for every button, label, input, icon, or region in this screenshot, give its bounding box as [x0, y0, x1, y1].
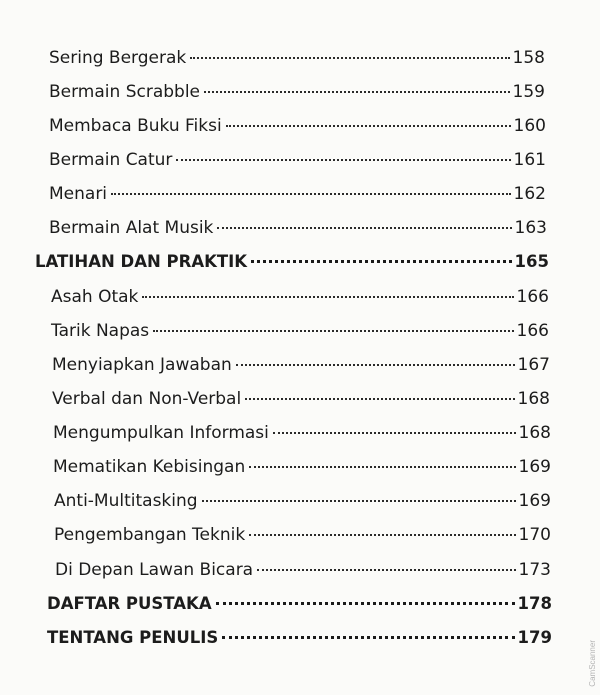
toc-entry-title: Anti-Multitasking [54, 491, 198, 511]
dot-leader [222, 636, 514, 639]
toc-entry-title: Tarik Napas [51, 321, 150, 341]
toc-entry-title: Di Depan Lawan Bicara [55, 560, 254, 580]
toc-entry-page: 167 [517, 355, 550, 375]
dot-leader [236, 364, 515, 366]
toc-entry-page: 168 [517, 389, 550, 409]
toc-entry-page: 166 [516, 321, 549, 341]
dot-leader [202, 500, 516, 502]
dot-leader [176, 159, 510, 161]
toc-entry-title: Bermain Catur [49, 150, 173, 170]
toc-entry-title: Pengembangan Teknik [54, 525, 246, 545]
toc-entry [49, 82, 545, 112]
dot-leader [190, 57, 509, 59]
toc-entry-page: 179 [517, 628, 552, 647]
toc-entry-page: 166 [516, 287, 549, 307]
scanner-watermark: CamScanner [588, 640, 597, 687]
toc-entry-page: 170 [518, 525, 551, 545]
toc-entry [49, 48, 545, 78]
toc-entry-title: Bermain Scrabble [49, 82, 200, 102]
toc-entry-page: 163 [514, 218, 547, 238]
toc-entry-title: Mengumpulkan Informasi [53, 423, 269, 443]
toc-entry-page: 169 [518, 491, 551, 511]
toc-entry-title: Mematikan Kebisingan [53, 457, 246, 477]
toc-entry [54, 525, 551, 555]
toc-entry-page: 169 [518, 457, 551, 477]
toc-section-heading [35, 252, 549, 282]
toc-entry [49, 116, 546, 146]
dot-leader [142, 296, 513, 298]
toc-entry-page: 162 [513, 184, 546, 204]
toc-entry-title: Verbal dan Non-Verbal [52, 389, 242, 409]
toc-entry-page: 158 [512, 48, 545, 68]
dot-leader [273, 432, 516, 434]
toc-entry [49, 218, 547, 248]
dot-leader [249, 466, 515, 468]
toc-entry-title: Menyiapkan Jawaban [52, 355, 232, 375]
toc-entry-page: 160 [513, 116, 546, 136]
toc-entry [53, 457, 551, 487]
toc-entry [52, 355, 550, 385]
toc-entry [55, 560, 551, 590]
toc-entry-title: TENTANG PENULIS [47, 628, 219, 647]
dot-leader [249, 534, 515, 536]
toc-entry-title: Menari [49, 184, 108, 204]
toc-entry [51, 287, 549, 317]
toc-entry-page: 159 [512, 82, 545, 102]
toc-entry-title: Membaca Buku Fiksi [49, 116, 222, 136]
toc-entry-page: 161 [513, 150, 546, 170]
dot-leader [226, 125, 511, 127]
toc-entry [53, 423, 551, 453]
dot-leader [153, 330, 513, 332]
toc-entry-title: LATIHAN DAN PRAKTIK [35, 252, 248, 271]
toc-entry-page: 168 [518, 423, 551, 443]
toc-entry-title: Sering Bergerak [49, 48, 187, 68]
dot-leader [257, 569, 515, 571]
dot-leader [217, 227, 511, 229]
toc-entry-title: Bermain Alat Musik [49, 218, 214, 238]
toc-section-heading [47, 594, 552, 624]
toc-section-heading [47, 628, 552, 658]
toc-entry-page: 178 [517, 594, 552, 613]
toc-entry [49, 184, 546, 214]
toc-entry-page: 165 [514, 252, 549, 271]
dot-leader [204, 91, 510, 93]
dot-leader [245, 398, 514, 400]
toc-entry [49, 150, 546, 180]
toc-entry-title: DAFTAR PUSTAKA [47, 594, 212, 613]
toc-entry-page: 173 [518, 560, 551, 580]
dot-leader [216, 602, 515, 605]
toc-entry [51, 321, 549, 351]
toc-entry [54, 491, 551, 521]
toc-entry [52, 389, 550, 419]
toc-entry-title: Asah Otak [51, 287, 139, 307]
dot-leader [111, 193, 511, 195]
dot-leader [251, 260, 511, 263]
